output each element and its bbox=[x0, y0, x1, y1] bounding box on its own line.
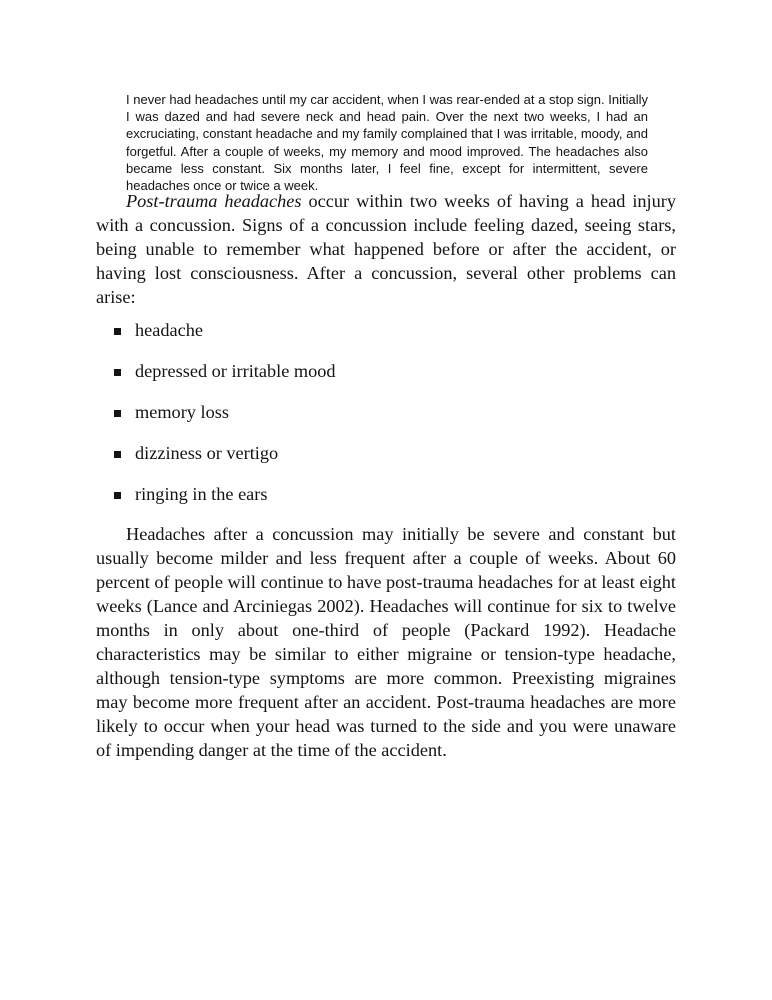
bullet-square-icon bbox=[114, 328, 121, 335]
list-item-label: ringing in the ears bbox=[135, 484, 268, 504]
paragraph-2-text: Headaches after a concussion may initially be severe and constant but usually become milder and less frequent after a couple of weeks. About 60 percent of people will continue to have post-trauma headaches for at least eight weeks (Lance and Arciniegas 2002). Headaches will continue for six to twelve months in only about one-third of people (Packard 1992). Headache characteristics may be similar to either migraine or tension-type headache, although tension-type symptoms are more common. Preexisting migraines may become more frequent after an accident. Post-trauma headaches are more likely to occur when your head was turned to the side and you were unaware of impending danger at the time of the accident. bbox=[96, 524, 676, 760]
paragraph-headache-course bbox=[96, 522, 676, 762]
list-item-label: dizziness or vertigo bbox=[135, 443, 279, 463]
patient-quote bbox=[126, 91, 648, 194]
paragraph-post-trauma-definition bbox=[96, 189, 676, 309]
list-item bbox=[114, 400, 336, 441]
bullet-square-icon bbox=[114, 369, 121, 376]
bullet-square-icon bbox=[114, 451, 121, 458]
symptom-list bbox=[114, 318, 336, 523]
list-item-label: memory loss bbox=[135, 402, 229, 422]
patient-quote-text: I never had headaches until my car accident, when I was rear-ended at a stop sign. Initially I was dazed and had severe neck and head pain. Over the next two weeks, I had an excruciating, constant headache and my family complained that I was irritable, moody, and forgetful. After a couple of weeks, my memory and mood improved. The headaches also became less constant. Six months later, I feel fine, except for intermittent, severe headaches once or twice a week. bbox=[126, 92, 648, 194]
bullet-square-icon bbox=[114, 492, 121, 499]
list-item-label: depressed or irritable mood bbox=[135, 361, 336, 381]
paragraph-1-text: occur within two weeks of having a head injury with a concussion. Signs of a concussion include feeling dazed, seeing stars, being unable to remember what happened before or after the accident, or having lost consciousness. After a concussion, several other problems can arise: bbox=[96, 191, 676, 307]
list-item-label: headache bbox=[135, 320, 203, 340]
list-item bbox=[114, 359, 336, 400]
list-item bbox=[114, 482, 336, 523]
list-item bbox=[114, 318, 336, 359]
list-item bbox=[114, 441, 336, 482]
bullet-square-icon bbox=[114, 410, 121, 417]
post-trauma-term: Post-trauma headaches bbox=[126, 191, 302, 211]
